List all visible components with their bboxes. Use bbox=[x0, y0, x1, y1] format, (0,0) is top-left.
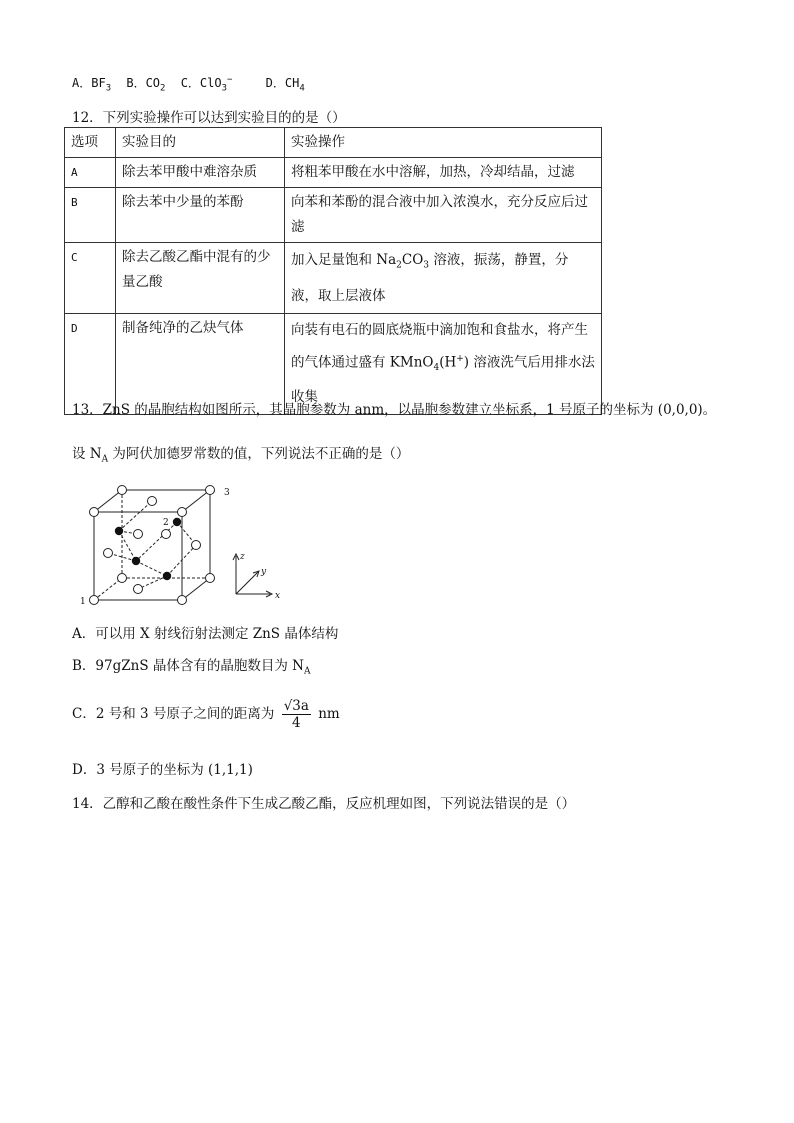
table-row bbox=[65, 188, 602, 243]
q11-option-a: A．$BF_3$ bbox=[72, 76, 112, 94]
table-row bbox=[65, 243, 602, 314]
q13-option-d: D．3 号原子的坐标为 (1,1,1) bbox=[72, 762, 253, 778]
header-operation: 实验操作 bbox=[285, 128, 602, 158]
row-option: A bbox=[65, 158, 116, 188]
q13-option-c: C．2 号和 3 号原子之间的距离为 $\frac{√3a}{4}$ nm bbox=[72, 698, 340, 731]
axis-y-label: y bbox=[261, 567, 267, 577]
q13-title: 13．ZnS 的晶胞结构如图所示，其晶胞参数为 anm，以晶胞参数建立坐标系，1 号原子的坐标为 (0,0,0)。 bbox=[72, 402, 717, 418]
table-row bbox=[65, 158, 602, 188]
row-operation: 向苯和苯酚的混合液中加入浓溴水，充分反应后过滤 bbox=[285, 188, 602, 243]
row-operation: 向装有电石的圆底烧瓶中滴加饱和食盐水，将产生的气体通过盛有 KMnO$_4$(H+) 溶液洗气后用排水法收集 bbox=[285, 313, 602, 414]
q11-option-c: C．ClO$_3$− bbox=[180, 75, 233, 94]
zns-unit-cell-figure bbox=[70, 474, 290, 614]
header-option: 选项 bbox=[65, 128, 116, 158]
row-option: D bbox=[65, 313, 116, 414]
distance-fraction: $\frac{√3a}{4}$ bbox=[283, 698, 309, 731]
q11-option-b: B．$CO_2$ bbox=[126, 76, 166, 94]
row-goal: 制备纯净的乙炔气体 bbox=[116, 313, 285, 414]
row-goal: 除去苯甲酸中难溶杂质 bbox=[116, 158, 285, 188]
q11-options bbox=[72, 74, 313, 93]
atom-label-3: 3 bbox=[224, 488, 230, 498]
row-operation: 加入足量饱和 $Na_2CO_3$ 溶液，振荡，静置，分液，取上层液体 bbox=[285, 243, 602, 314]
table-header-row bbox=[65, 128, 602, 158]
atom-label-1: 1 bbox=[80, 597, 86, 607]
q12-title: 12．下列实验操作可以达到实验目的的是（） bbox=[72, 110, 346, 126]
axis-indicator bbox=[233, 554, 272, 597]
row-option: B bbox=[65, 188, 116, 243]
axis-x-label: x bbox=[275, 591, 281, 601]
q14-title: 14．乙醇和乙酸在酸性条件下生成乙酸乙酯，反应机理如图，下列说法错误的是（） bbox=[72, 796, 576, 812]
white-atoms bbox=[90, 486, 215, 605]
axis-z-label: z bbox=[240, 552, 245, 562]
q11-option-d: D．$CH_4$ bbox=[265, 76, 305, 94]
q12-experiment-table bbox=[64, 127, 602, 415]
header-goal: 实验目的 bbox=[116, 128, 285, 158]
row-option: C bbox=[65, 243, 116, 314]
q13-subtitle: 设 $N_A$ 为阿伏加德罗常数的值，下列说法不正确的是（） bbox=[72, 446, 410, 465]
atom-label-2: 2 bbox=[163, 518, 169, 528]
row-goal: 除去苯中少量的苯酚 bbox=[116, 188, 285, 243]
row-operation: 将粗苯甲酸在水中溶解，加热，冷却结晶，过滤 bbox=[285, 158, 602, 188]
q13-option-b: B．97gZnS 晶体含有的晶胞数目为 $N_A$ bbox=[72, 658, 311, 677]
row-goal: 除去乙酸乙酯中混有的少量乙酸 bbox=[116, 243, 285, 314]
q13-option-a: A．可以用 X 射线衍射法测定 ZnS 晶体结构 bbox=[72, 626, 339, 642]
